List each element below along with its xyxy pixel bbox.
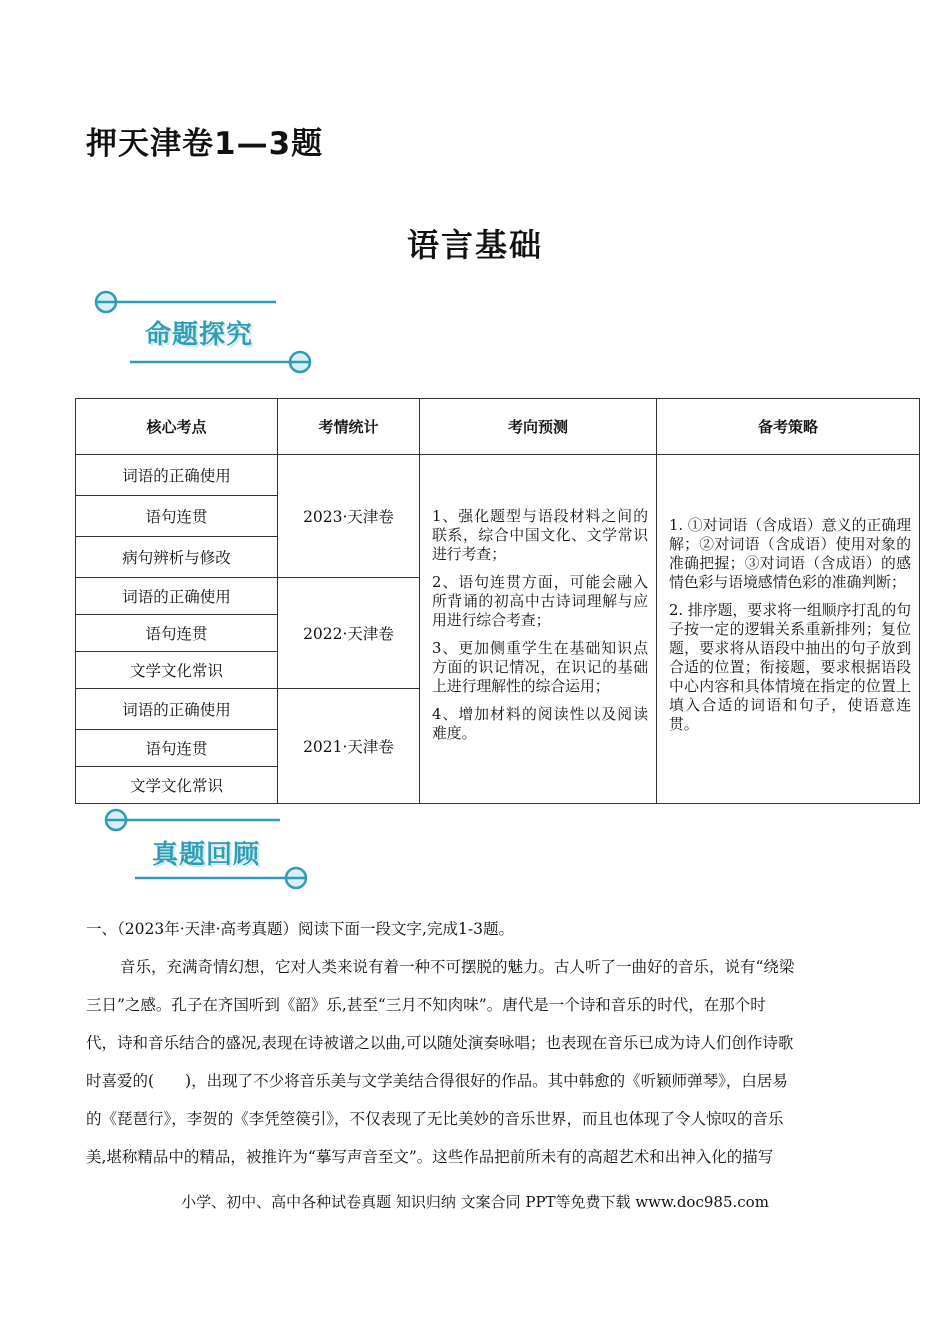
core-point-cell: 词语的正确使用 [76,578,278,615]
table-header-row [76,399,920,455]
strategy-cell [657,455,920,804]
year-cell: 2023·天津卷 [278,455,420,578]
passage-line: 代，诗和音乐结合的盛况,表现在诗被谱之以曲,可以随处演奏咏唱；也表现在音乐已成为诗人们创作诗歌 [86,1034,794,1052]
core-point-cell: 语句连贯 [76,496,278,537]
core-point-cell: 语句连贯 [76,730,278,767]
core-point-cell: 词语的正确使用 [76,455,278,496]
passage-line: 美,堪称精品中的精品，被推许为“摹写声音至文”。这些作品把前所未有的高超艺术和出神入化的描写 [86,1148,774,1166]
year-cell: 2022·天津卷 [278,578,420,689]
exam-analysis-table [75,398,920,804]
passage-line: 三日”之感。孔子在齐国听到《韶》乐,甚至“三月不知肉味”。唐代是一个诗和音乐的时代，在那个时 [86,996,766,1014]
header-stats: 考情统计 [278,399,420,455]
core-point-cell: 文学文化常识 [76,652,278,689]
core-point-cell: 文学文化常识 [76,767,278,804]
footer-text: 小学、初中、高中各种试卷真题 知识归纳 文案合同 PPT等免费下载 www.doc985.com [181,1193,769,1211]
forecast-item: 2、语句连贯方面，可能会融入所背诵的初高中古诗词理解与应用进行综合考查； [432,573,648,629]
forecast-item: 1、强化题型与语段材料之间的联系，综合中国文化、文学常识进行考查； [432,507,648,563]
year-cell: 2021·天津卷 [278,689,420,804]
header-strategy: 备考策略 [657,399,920,455]
strategy-item: 1. ①对词语（含成语）意义的正确理解；②对词语（含成语）使用对象的准确把握；③对词语（含成语）的感情色彩与语境感情色彩的准确判断； [669,516,911,591]
core-point-cell: 语句连贯 [76,615,278,652]
banner-mingti [90,286,330,376]
passage [86,948,866,1176]
forecast-item: 3、更加侧重学生在基础知识点方面的识记情况，在识记的基础上进行理解性的综合运用； [432,639,648,695]
passage-line: 的《琵琶行》，李贺的《李凭箜篌引》，不仅表现了无比美妙的音乐世界，而且也体现了令人惊叹的音乐 [86,1110,784,1128]
header-forecast: 考向预测 [420,399,657,455]
core-point-cell: 词语的正确使用 [76,689,278,730]
core-point-cell: 病句辨析与修改 [76,537,278,578]
table-row [76,455,920,496]
header-core: 核心考点 [76,399,278,455]
section-title: 语言基础 [406,226,543,264]
banner-mingti-label: 命题探究 [145,320,254,350]
banner-zhenti [100,806,340,896]
question-intro: 一、（2023年·天津·高考真题）阅读下面一段文字,完成1-3题。 [86,920,514,938]
forecast-item: 4、增加材料的阅读性以及阅读难度。 [432,705,648,742]
passage-line: 时喜爱的( )，出现了不少将音乐美与文学美结合得很好的作品。其中韩愈的《听颖师弹琴》，白居易 [86,1072,788,1090]
passage-line: 音乐，充满奇情幻想，它对人类来说有着一种不可摆脱的魅力。古人听了一曲好的音乐，说有“绕梁 [120,958,795,976]
forecast-cell [420,455,657,804]
strategy-item: 2. 排序题，要求将一组顺序打乱的句子按一定的逻辑关系重新排列；复位题，要求将从语段中抽出的句子放到合适的位置；衔接题，要求根据语段中心内容和具体情境在指定的位置上填入合适的词语和句子，使语意连贯。 [669,601,911,733]
banner-zhenti-label: 真题回顾 [152,840,261,870]
page-title: 押天津卷1—3题 [86,126,324,162]
